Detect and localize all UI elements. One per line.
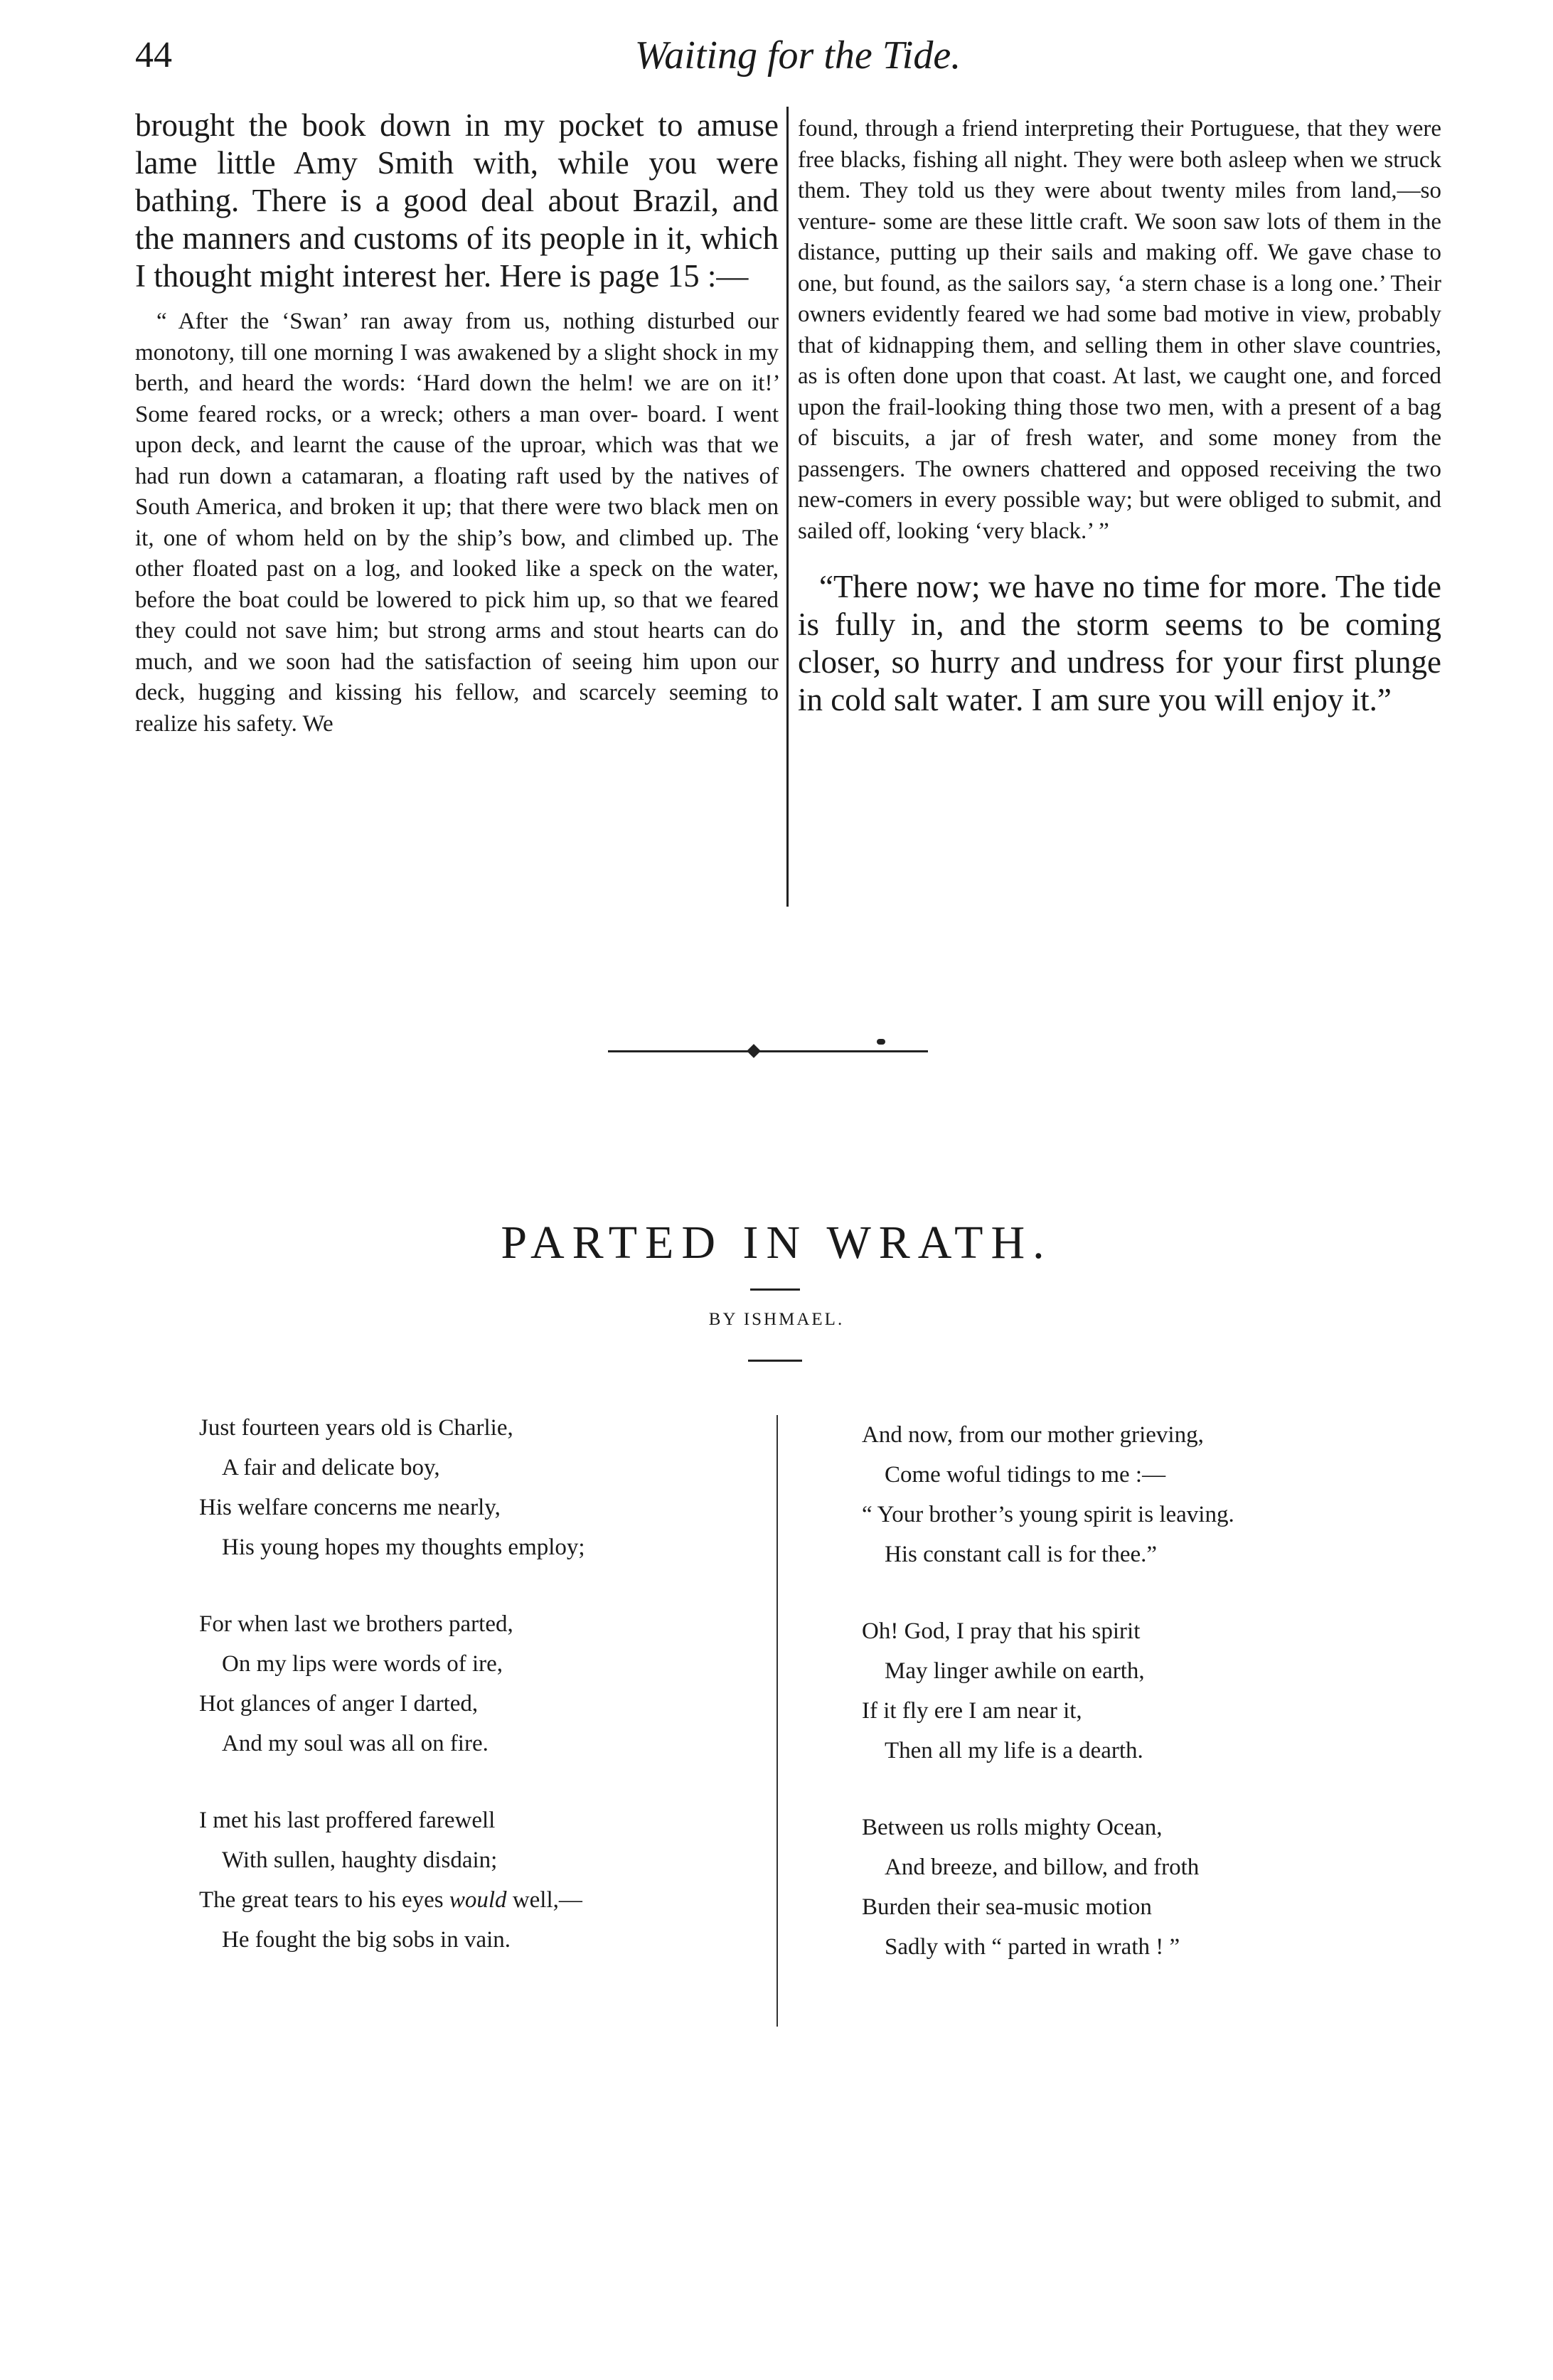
text-line: The tide is fully in, and the storm seems to [798, 569, 1441, 642]
verse-line: A fair and delicate boy, [222, 1455, 440, 1480]
ornament-diamond [747, 1044, 761, 1058]
text-line: ‘a stern chase is a long one.’ Their owners evidently [798, 270, 1442, 327]
text-line: the words: ‘Hard down the helm! we are on it!’ [304, 370, 779, 396]
verse-line: His constant call is for thee.” [885, 1542, 1158, 1567]
text-line: sure you will enjoy it.” [1097, 682, 1392, 717]
text-line: your first plunge in cold salt water. I am [798, 644, 1441, 717]
text-line: it, one of whom held on by the ship’s bow, and [135, 525, 610, 551]
text-line: Some feared rocks, or a wreck; others a man over- [135, 401, 639, 427]
verse-text: well,— [512, 1887, 582, 1913]
text-line: interest her. Here is page 15 :— [342, 258, 749, 294]
text-line: seeing him upon our deck, hugging and kissing his [135, 649, 779, 705]
verse-line: Hot glances of anger I darted, [199, 1691, 479, 1717]
quoted-passage-continued [798, 114, 1441, 547]
text-line: countries, as is often done upon that coast. At last, [798, 332, 1442, 389]
stanza [199, 1800, 754, 1960]
intro-paragraph [135, 107, 779, 295]
text-line: we caught one, and forced upon the frail-looking [798, 363, 1442, 420]
text-line: ‘very black.’ ” [974, 518, 1109, 544]
stanza [862, 1415, 1431, 1574]
text-line: uproar, which was that we had run down a catamaran, [135, 432, 779, 489]
verse-line: And breeze, and billow, and froth [885, 1855, 1200, 1880]
text-line: of its people in it, which I thought might [135, 220, 779, 294]
page-number: 44 [135, 35, 172, 75]
verse-line: May linger awhile on earth, [885, 1658, 1145, 1684]
verse-line: His young hopes my thoughts employ; [222, 1535, 585, 1560]
right-column [798, 114, 1441, 719]
verse-line: Just fourteen years old is Charlie, [199, 1415, 513, 1441]
text-line: and broken it up; that there were two black men on [289, 494, 779, 520]
verse-line: On my lips were words of ire, [222, 1651, 503, 1677]
closing-paragraph [798, 568, 1441, 719]
poem-left-column [199, 1408, 754, 1997]
text-line: in the distance, putting up their sails and making off. [798, 208, 1442, 265]
text-line: “ After the ‘Swan’ ran away from us, nothing [156, 309, 635, 334]
text-line: a floating raft used by the natives of South America, [135, 463, 779, 520]
verse-text: The great tears to his eyes [199, 1887, 444, 1913]
poem-byline: BY ISHMAEL. [708, 1310, 845, 1329]
ornament-rule [608, 1050, 928, 1052]
stanza [199, 1408, 754, 1567]
quoted-passage [135, 306, 779, 740]
poem-right-column [862, 1415, 1431, 2004]
byline-rule [748, 1360, 802, 1362]
verse-line: Between us rolls mighty Ocean, [862, 1815, 1163, 1840]
text-line: fellow, and scarcely seeming to realize his safety. We [135, 680, 779, 737]
text-line: be coming closer, so hurry and undress for [798, 607, 1442, 680]
text-line: board. I went upon deck, and learnt the cause of the [135, 401, 779, 458]
verse-line: Oh! God, I pray that his spirit [862, 1618, 1141, 1644]
left-column [135, 107, 779, 740]
text-line: awakened by a slight shock in my berth, and heard [135, 339, 779, 396]
section-ornament [608, 1044, 928, 1058]
title-rule [750, 1288, 800, 1291]
emphasized-word: would [449, 1887, 507, 1913]
ornament-dot [877, 1039, 885, 1045]
verse-line: And now, from our mother grieving, [862, 1422, 1204, 1448]
verse-line: “ Your brother’s young spirit is leaving. [862, 1502, 1234, 1527]
verse-line: Burden their sea-music motion [862, 1894, 1152, 1920]
text-line: brought the book down in my pocket to [135, 107, 683, 143]
text-line: thing those two men, with a present of a bag of [798, 394, 1441, 451]
text-line: receiving the two new-comers in every possible way; [798, 456, 1441, 513]
text-line: the passengers. The owners chattered and opposed [798, 425, 1442, 482]
verse-line: Sadly with “ parted in wrath ! ” [885, 1934, 1180, 1960]
verse-line: Then all my life is a dearth. [885, 1738, 1143, 1763]
text-line: be lowered to pick him up, so that we feared they [135, 587, 779, 644]
text-line: that they were free blacks, fishing all night. They [798, 116, 1442, 173]
verse-line [199, 1880, 754, 1920]
text-line: disturbed our monotony, till one morning I was [135, 309, 779, 365]
stanza [199, 1604, 754, 1763]
verse-line: He fought the big sobs in vain. [222, 1927, 511, 1953]
text-line: found, through a friend interpreting their Portuguese, [798, 116, 1301, 142]
text-line: you were bathing. There is a good deal [135, 145, 779, 218]
text-line: could not save him; but strong arms and stout hearts [184, 618, 705, 644]
text-line: looked like a speck on the water, before the boat could [135, 556, 779, 613]
text-line: but were obliged to submit, and sailed off, looking [798, 487, 1441, 544]
text-line: We gave chase to one, but found, as the sailors say, [798, 240, 1441, 297]
text-line: feared we had some bad motive in view, probably that [798, 301, 1442, 358]
verse-line: If it fly ere I am near it, [862, 1698, 1082, 1724]
verse-line: His welfare concerns me nearly, [199, 1495, 501, 1520]
verse-line: For when last we brothers parted, [199, 1611, 513, 1637]
text-line: they were about twenty miles from land,—so venture- [798, 178, 1441, 235]
column-divider [786, 107, 789, 907]
running-title: Waiting for the Tide. [634, 33, 961, 78]
text-line: of kidnapping them, and selling them in other slave [840, 332, 1342, 358]
text-line: climbed up. The other floated past on a log, and [135, 525, 779, 582]
poem-column-divider [776, 1415, 778, 2027]
text-line: can do much, and we soon had the satisfaction of [135, 618, 779, 675]
poem-title: PARTED IN WRATH. [501, 1217, 1052, 1269]
verse-line: And my soul was all on fire. [222, 1731, 489, 1756]
stanza [862, 1611, 1431, 1771]
verse-line: Come woful tidings to me :— [885, 1462, 1166, 1488]
text-line: amuse lame little Amy Smith with, while [135, 107, 779, 181]
text-line: some are these little craft. We soon saw lots of them [882, 208, 1381, 235]
verse-line: With sullen, haughty disdain; [222, 1847, 498, 1873]
text-line: were both asleep when we struck them. They told us [798, 146, 1442, 203]
stanza [862, 1808, 1431, 1967]
text-line: biscuits, a jar of fresh water, and some money from [832, 425, 1398, 451]
text-line: “There now; we have no time for more. [819, 569, 1328, 604]
verse-line: I met his last proffered farewell [199, 1808, 496, 1833]
text-line: about Brazil, and the manners and customs [135, 183, 779, 256]
